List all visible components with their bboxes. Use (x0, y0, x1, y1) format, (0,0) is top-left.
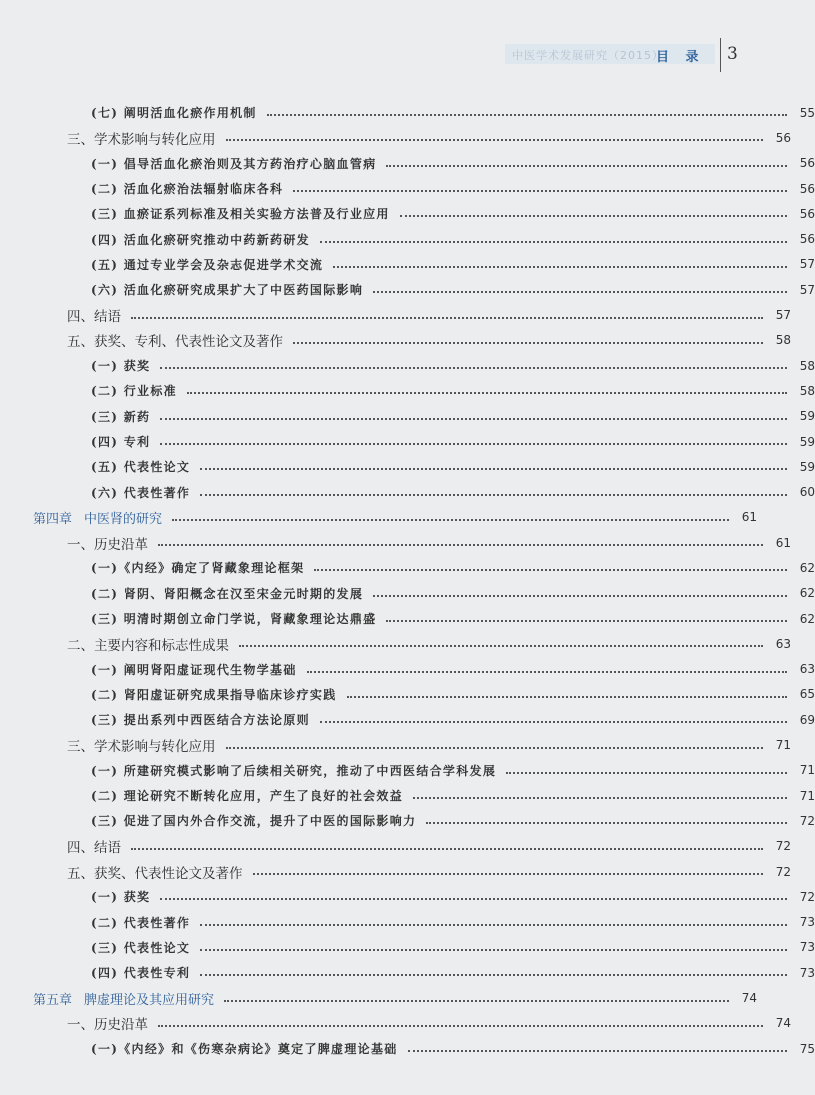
toc-page-number: 72 (775, 839, 791, 854)
toc-subsection-entry (0, 277, 815, 302)
toc-entry-title: (六) 代表性著作 (91, 485, 191, 500)
toc-page-number: 56 (799, 156, 815, 171)
toc-section-entry (0, 328, 791, 353)
toc-entry-title: (三) 明清时期创立命门学说，肾藏象理论达鼎盛 (91, 612, 377, 627)
dot-leader (160, 897, 787, 900)
dot-leader (187, 391, 787, 394)
toc-entry-title: (一) 阐明肾阳虚证现代生物学基础 (91, 662, 297, 677)
toc-page-number: 60 (799, 485, 815, 500)
toc-entry-title (33, 989, 218, 1008)
toc-section-entry (0, 859, 791, 884)
toc-page-number: 56 (799, 206, 815, 221)
toc-entry-title: 三、学术影响与转化应用 (67, 739, 216, 756)
dot-leader (172, 518, 729, 521)
dot-leader (307, 670, 787, 673)
dot-leader (131, 316, 763, 319)
toc-page-number: 56 (799, 181, 815, 196)
toc-subsection-entry (0, 707, 815, 732)
header-faded-text: 中医学术发展研究（2015） (512, 49, 664, 62)
toc-section-entry (0, 125, 791, 150)
dot-leader (200, 923, 787, 926)
dot-leader (373, 594, 787, 597)
toc-page-number: 73 (799, 965, 815, 980)
toc-entry-title: (一) 获奖 (91, 890, 151, 905)
dot-leader (160, 442, 787, 445)
toc-subsection-entry (0, 1036, 815, 1061)
page-number: 3 (727, 44, 738, 64)
dot-leader (293, 341, 763, 344)
chapter-title: 中医肾的研究 (84, 511, 163, 527)
toc-subsection-entry (0, 555, 815, 580)
toc-page-number: 75 (799, 1041, 815, 1056)
toc-page-number: 72 (799, 889, 815, 904)
toc-page-number: 72 (799, 813, 815, 828)
dot-leader (160, 366, 787, 369)
toc-entry-title: (一) 倡导活血化瘀治则及其方药治疗心脑血管病 (91, 156, 377, 171)
toc-entry-title: (三) 代表性论文 (91, 940, 191, 955)
toc-subsection-entry (0, 758, 815, 783)
toc-page-number: 56 (775, 130, 791, 145)
dot-leader (267, 113, 787, 116)
dot-leader (158, 1024, 763, 1027)
toc-subsection-entry (0, 808, 815, 833)
toc-entry-title: 四、结语 (67, 840, 121, 857)
toc-entry-title: (四) 代表性专利 (91, 966, 191, 981)
toc-section-entry (0, 302, 791, 327)
dot-leader (426, 821, 787, 824)
dot-leader (413, 796, 787, 799)
toc-entry-title: (二) 活血化瘀治法辐射临床各科 (91, 182, 284, 197)
toc-subsection-entry (0, 226, 815, 251)
toc-page-number: 69 (799, 712, 815, 727)
toc-page-number: 57 (799, 257, 815, 272)
toc-page-number: 73 (799, 940, 815, 955)
toc-entry-title: (四) 活血化瘀研究推动中药新药研发 (91, 232, 310, 247)
toc-section-entry (0, 732, 791, 757)
toc-entry-title: (二) 肾阳虚证研究成果指导临床诊疗实践 (91, 687, 337, 702)
toc-page-number: 55 (799, 105, 815, 120)
toc-page-number: 59 (799, 434, 815, 449)
dot-leader (200, 948, 787, 951)
toc-section-entry (0, 530, 791, 555)
dot-leader (200, 973, 787, 976)
toc-subsection-entry (0, 404, 815, 429)
dot-leader (239, 644, 763, 647)
running-header-title: 目 录 (656, 50, 705, 65)
toc-entry-title: 四、结语 (67, 309, 121, 326)
toc-page-number: 62 (799, 611, 815, 626)
dot-leader (373, 290, 787, 293)
toc-entry-title: (一)《内经》确定了肾藏象理论框架 (91, 561, 305, 576)
toc-entry-title: 二、主要内容和标志性成果 (67, 637, 229, 654)
toc-entry-title: 一、历史沿革 (67, 1017, 148, 1034)
dot-leader (226, 746, 764, 749)
toc-page-number: 57 (799, 282, 815, 297)
dot-leader (386, 164, 787, 167)
toc-entry-title: 一、历史沿革 (67, 536, 148, 553)
toc-entry-title: (二) 代表性著作 (91, 915, 191, 930)
toc-page-number: 74 (741, 991, 757, 1006)
dot-leader (506, 771, 787, 774)
toc-subsection-entry (0, 960, 815, 985)
toc-page-number: 56 (799, 232, 815, 247)
toc-page-number: 73 (799, 915, 815, 930)
toc-entry-title: 三、学术影响与转化应用 (67, 131, 216, 148)
dot-leader (224, 999, 729, 1002)
toc-subsection-entry (0, 429, 815, 454)
toc-entry-title: (五) 代表性论文 (91, 460, 191, 475)
dot-leader (333, 265, 787, 268)
toc-page-number: 61 (775, 535, 791, 550)
dot-leader (253, 872, 764, 875)
toc-entry-title: (一) 获奖 (91, 359, 151, 374)
chapter-number: 第四章 (33, 511, 73, 527)
dot-leader (386, 619, 787, 622)
toc-entry-title: (一)《内经》和《伤寒杂病论》奠定了脾虚理论基础 (91, 1042, 398, 1057)
toc-subsection-entry (0, 581, 815, 606)
toc-section-entry (0, 1011, 791, 1036)
toc-page-number: 62 (799, 560, 815, 575)
dot-leader (160, 417, 787, 420)
toc-page-number: 74 (775, 1016, 791, 1031)
dot-leader (320, 720, 787, 723)
dot-leader (158, 543, 763, 546)
toc-entry-title: 五、获奖、专利、代表性论文及著作 (67, 334, 283, 351)
dot-leader (347, 695, 787, 698)
toc-page-number: 63 (775, 636, 791, 651)
toc-subsection-entry (0, 201, 815, 226)
toc-entry-title: (三) 促进了国内外合作交流，提升了中医的国际影响力 (91, 814, 417, 829)
toc-section-entry (0, 834, 791, 859)
toc-entry-title: (六) 活血化瘀研究成果扩大了中医药国际影响 (91, 283, 364, 298)
header-divider (720, 38, 721, 72)
toc-subsection-entry (0, 884, 815, 909)
dot-leader (320, 240, 787, 243)
toc-entry-title: (二) 行业标准 (91, 384, 177, 399)
toc-entry-title: (五) 通过专业学会及杂志促进学术交流 (91, 257, 324, 272)
toc-page-number: 72 (775, 864, 791, 879)
toc-subsection-entry (0, 606, 815, 631)
chapter-number: 第五章 (33, 992, 73, 1008)
chapter-title: 脾虚理论及其应用研究 (84, 992, 215, 1008)
dot-leader (408, 1049, 787, 1052)
toc-entry-title: (三) 提出系列中西医结合方法论原则 (91, 713, 310, 728)
toc-section-entry (0, 631, 791, 656)
toc-page-number: 63 (799, 662, 815, 677)
table-of-contents (0, 100, 815, 1061)
dot-leader (226, 138, 764, 141)
toc-page-number: 71 (799, 763, 815, 778)
toc-entry-title: (七) 阐明活血化瘀作用机制 (91, 106, 257, 121)
toc-entry-title (33, 508, 166, 527)
toc-subsection-entry (0, 176, 815, 201)
toc-entry-title: (二) 肾阴、肾阳概念在汉至宋金元时期的发展 (91, 586, 364, 601)
toc-page-number: 58 (775, 333, 791, 348)
toc-subsection-entry (0, 479, 815, 504)
toc-subsection-entry (0, 378, 815, 403)
toc-entry-title: 五、获奖、代表性论文及著作 (67, 865, 243, 882)
toc-subsection-entry (0, 100, 815, 125)
toc-page-number: 71 (799, 788, 815, 803)
dot-leader (200, 493, 787, 496)
toc-subsection-entry (0, 935, 815, 960)
toc-subsection-entry (0, 252, 815, 277)
toc-subsection-entry (0, 783, 815, 808)
toc-chapter-entry (0, 985, 757, 1010)
toc-page-number: 65 (799, 687, 815, 702)
toc-chapter-entry (0, 505, 757, 530)
dot-leader (200, 467, 787, 470)
toc-page-number: 59 (799, 459, 815, 474)
toc-page-number: 62 (799, 586, 815, 601)
toc-entry-title: (三) 血瘀证系列标准及相关实验方法普及行业应用 (91, 207, 390, 222)
dot-leader (131, 847, 763, 850)
toc-entry-title: (二) 理论研究不断转化应用，产生了良好的社会效益 (91, 789, 404, 804)
toc-entry-title: (四) 专利 (91, 435, 151, 449)
toc-subsection-entry (0, 910, 815, 935)
toc-entry-title: (一) 所建研究模式影响了后续相关研究，推动了中西医结合学科发展 (91, 763, 497, 778)
toc-page-number: 71 (775, 738, 791, 753)
toc-page-number: 61 (741, 510, 757, 525)
dot-leader (400, 214, 787, 217)
toc-subsection-entry (0, 353, 815, 378)
toc-page-number: 59 (799, 409, 815, 424)
dot-leader (293, 189, 787, 192)
toc-subsection-entry (0, 682, 815, 707)
toc-page-number: 58 (799, 383, 815, 398)
dot-leader (314, 568, 787, 571)
toc-subsection-entry (0, 151, 815, 176)
toc-page-number: 58 (799, 358, 815, 373)
toc-entry-title: (三) 新药 (91, 409, 151, 424)
toc-page-number: 57 (775, 308, 791, 323)
toc-subsection-entry (0, 454, 815, 479)
toc-subsection-entry (0, 657, 815, 682)
